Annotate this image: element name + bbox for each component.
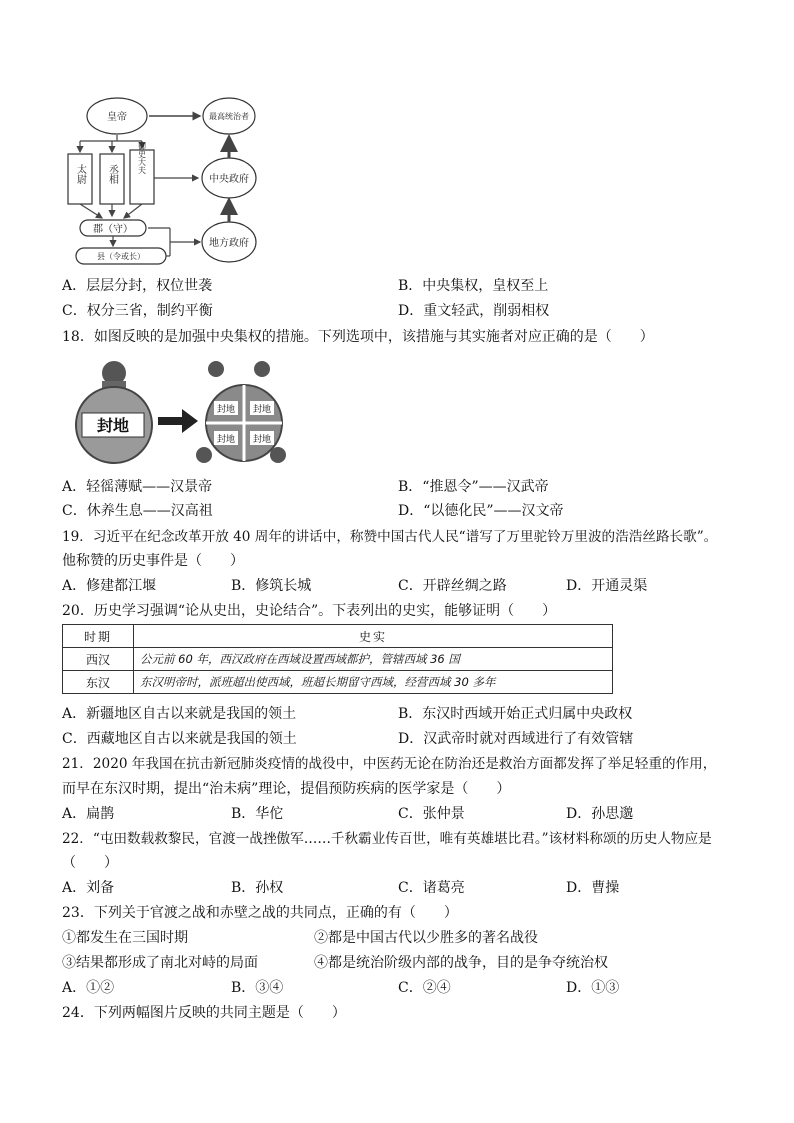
- q23-option-c[interactable]: C．②④: [398, 980, 451, 996]
- history-facts-table: [62, 624, 613, 694]
- table-header-facts: 史实: [134, 625, 613, 648]
- table-header-period: 时期: [63, 625, 134, 648]
- q22-stem-line2: （ ）: [62, 855, 118, 871]
- q19-option-a[interactable]: A．修建都江堰: [62, 578, 157, 594]
- q18-stem: 18．如图反映的是加强中央集权的措施。下列选项中，该措施与其实施者对应正确的是（ ）: [62, 329, 654, 345]
- q17-option-a[interactable]: A．层层分封，权位世袭: [62, 278, 213, 294]
- q21-stem-line1: 21．2020 年我国在抗击新冠肺炎疫情的战役中，中医药无论在防治还是救治方面都发挥了举足轻重的作用，: [62, 756, 717, 772]
- q19-option-b[interactable]: B．修筑长城: [231, 578, 312, 594]
- yushi-dafu-label: 御史大夫: [137, 142, 147, 174]
- q18-option-c[interactable]: C．休养生息——汉高祖: [62, 503, 213, 519]
- fief-label-left: 封地: [96, 416, 130, 435]
- county-label: 县（令或长）: [97, 252, 145, 261]
- local-gov-label: 地方政府: [209, 238, 249, 249]
- q20-option-d[interactable]: D．汉武帝时就对西域进行了有效管辖: [398, 731, 634, 747]
- q21-stem-line2: 而早在东汉时期，提出“治未病”理论，提倡预防疾病的医学家是（ ）: [62, 781, 511, 797]
- q24-stem: 24．下列两幅图片反映的共同主题是（ ）: [62, 1005, 346, 1021]
- q19-stem-line1: 19．习近平在纪念改革开放 40 周年的讲话中，称赞中国古代人民“谱写了万里驼铃万里波的浩浩丝路长歌”。: [62, 529, 718, 545]
- table-header-row: [63, 625, 613, 648]
- q23-statement-3: ③结果都形成了南北对峙的局面: [62, 955, 258, 971]
- q17-option-b[interactable]: B．中央集权，皇权至上: [398, 278, 549, 294]
- taiwei-label: 太尉: [74, 164, 86, 184]
- table-row: [63, 648, 613, 671]
- q21-option-d[interactable]: D．孙思邈: [566, 806, 634, 822]
- q21-option-c[interactable]: C．张仲景: [398, 806, 465, 822]
- q22-option-a[interactable]: A．刘备: [62, 880, 115, 896]
- emperor-label: 皇帝: [107, 112, 127, 123]
- q18-option-a[interactable]: A．轻徭薄赋——汉景帝: [62, 479, 213, 495]
- q18-option-b[interactable]: B．“推恩令”——汉武帝: [398, 479, 549, 495]
- central-gov-label: 中央政府: [209, 174, 249, 185]
- table-cell-period: 西汉: [63, 648, 134, 671]
- q21-option-b[interactable]: B．华佗: [231, 806, 284, 822]
- table-row: [63, 671, 613, 694]
- svg-text:封地: 封地: [216, 435, 236, 445]
- svg-text:封地: 封地: [252, 405, 272, 415]
- commandery-label: 郡（守）: [93, 224, 133, 235]
- q19-option-d[interactable]: D．开通灵渠: [566, 578, 648, 594]
- q20-option-b[interactable]: B．东汉时西域开始正式归属中央政权: [398, 706, 633, 722]
- q21-option-a[interactable]: A．扁鹊: [62, 806, 115, 822]
- q19-option-c[interactable]: C．开辟丝绸之路: [398, 578, 507, 594]
- q22-stem-line1: 22．“屯田数载救黎民，官渡一战挫傲军……千秋霸业传百世，唯有英雄堪比君。”该材料称颂的历史人物应是: [62, 831, 712, 847]
- q22-option-c[interactable]: C．诸葛亮: [398, 880, 465, 896]
- svg-text:封地: 封地: [216, 405, 236, 415]
- government-structure-diagram: [62, 78, 292, 278]
- svg-text:封地: 封地: [252, 435, 272, 445]
- q22-option-d[interactable]: D．曹操: [566, 880, 620, 896]
- supreme-ruler-label: 最高统治者: [209, 112, 249, 121]
- q20-stem: 20．历史学习强调“论从史出，史论结合”。下表列出的史实，能够证明（ ）: [62, 603, 557, 619]
- q20-option-c[interactable]: C．西藏地区自古以来就是我国的领土: [62, 731, 297, 747]
- table-cell-fact: 东汉明帝时，派班超出使西域，班超长期留守西域，经营西域 30 多年: [134, 671, 613, 694]
- q23-statement-2: ②都是中国古代以少胜多的著名战役: [314, 930, 538, 946]
- q23-option-b[interactable]: B．③④: [231, 980, 284, 996]
- q23-statement-4: ④都是统治阶级内部的战争，目的是争夺统治权: [314, 955, 608, 971]
- q23-stem: 23．下列关于官渡之战和赤壁之战的共同点，正确的有（ ）: [62, 905, 458, 921]
- q17-option-d[interactable]: D．重文轻武，削弱相权: [398, 303, 550, 319]
- q18-option-d[interactable]: D．“以德化民”——汉文帝: [398, 503, 564, 519]
- q23-statement-1: ①都发生在三国时期: [62, 930, 188, 946]
- q19-stem-line2: 他称赞的历史事件是（ ）: [62, 553, 244, 569]
- table-cell-fact: 公元前 60 年，西汉政府在西域设置西域都护，管辖西域 36 国: [134, 648, 613, 671]
- q23-option-a[interactable]: A．①②: [62, 980, 115, 996]
- q23-option-d[interactable]: D．①③: [566, 980, 620, 996]
- chengxiang-label: 丞相: [106, 164, 118, 184]
- fief-division-image: [66, 355, 296, 470]
- table-cell-period: 东汉: [63, 671, 134, 694]
- q22-option-b[interactable]: B．孙权: [231, 880, 284, 896]
- q17-option-c[interactable]: C．权分三省，制约平衡: [62, 303, 213, 319]
- q20-option-a[interactable]: A．新疆地区自古以来就是我国的领土: [62, 706, 297, 722]
- arrow-right-icon: [158, 409, 198, 433]
